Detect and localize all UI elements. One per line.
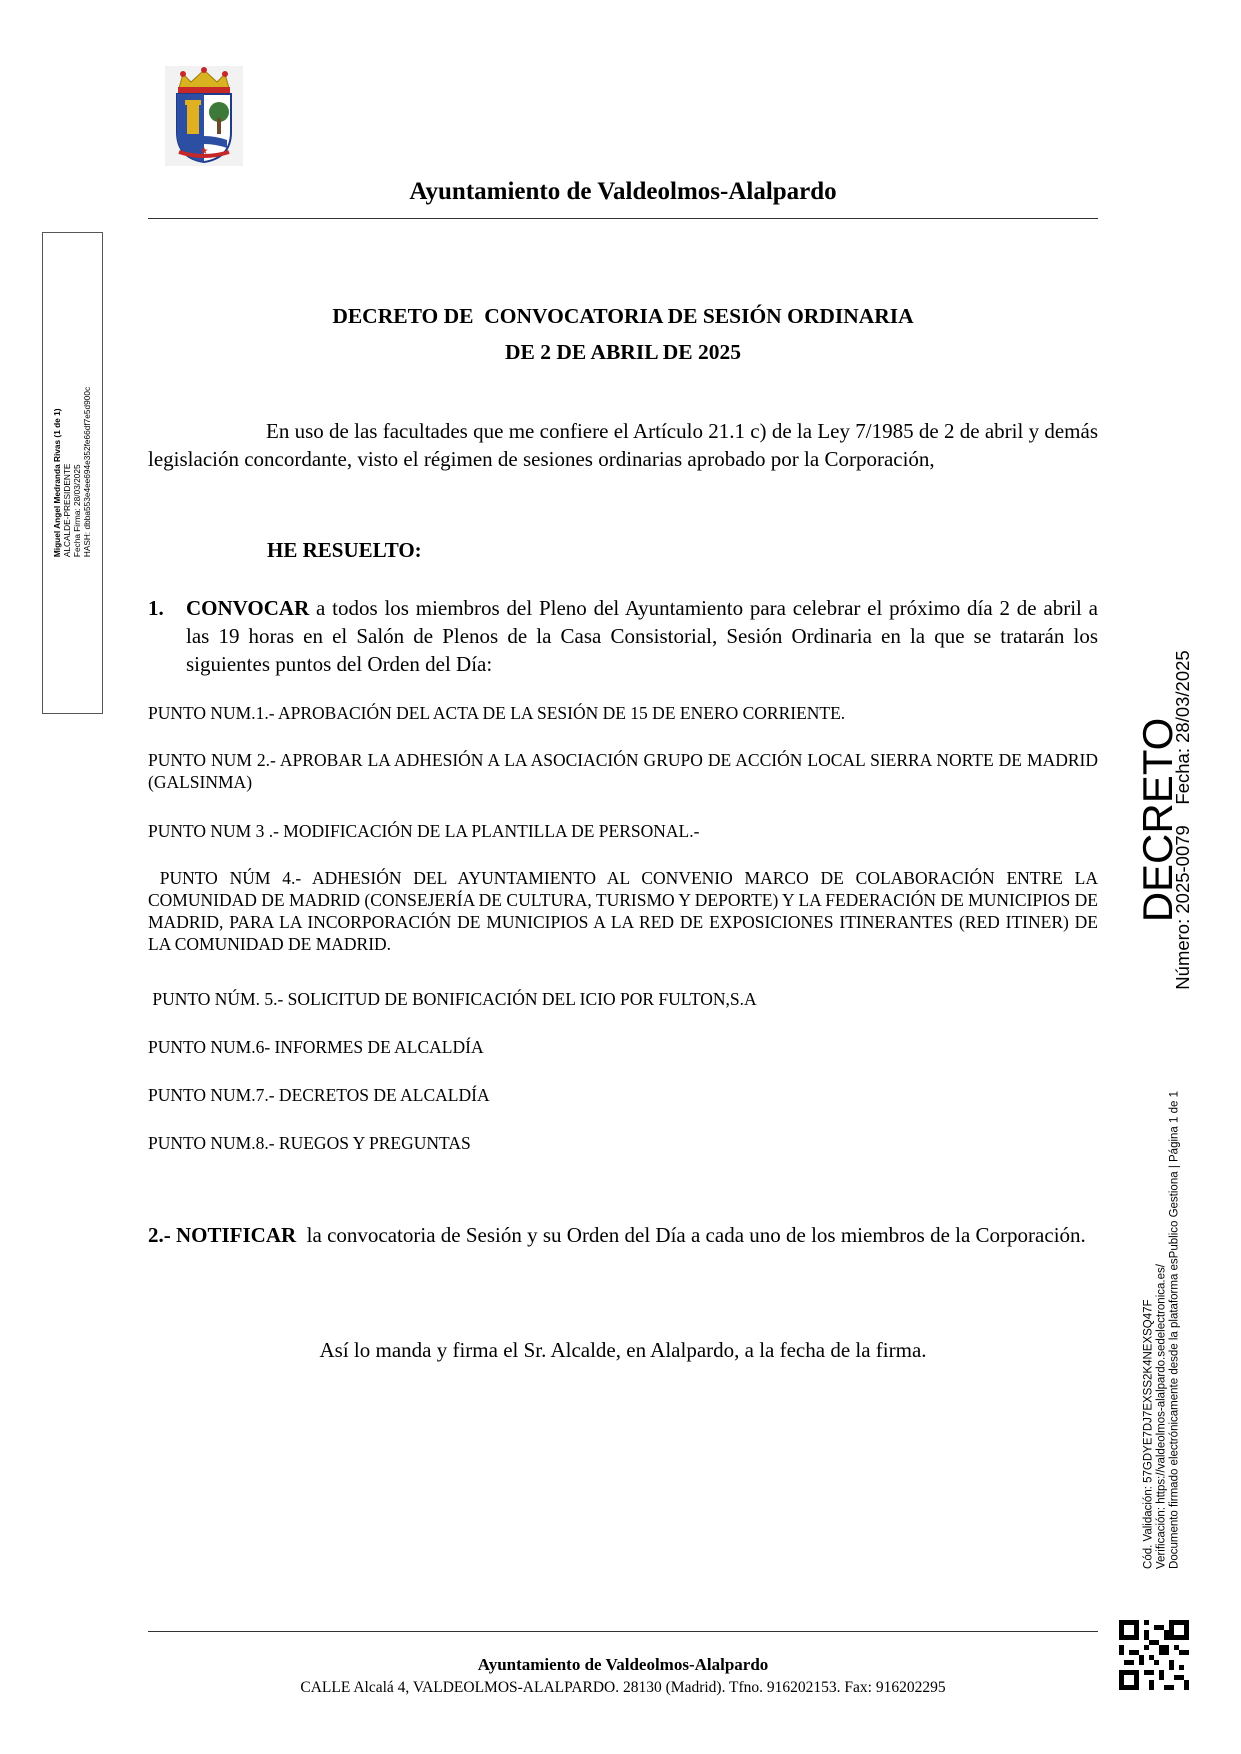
- signer-role: ALCALDE-PRESIDENTE: [62, 463, 72, 558]
- footer-title: Ayuntamiento de Valdeolmos-Alalpardo: [477, 1655, 769, 1674]
- organization-title: Ayuntamiento de Valdeolmos-Alalpardo: [409, 178, 837, 205]
- stamp-number: Número: 2025-0079: [1172, 825, 1193, 990]
- item-1: [148, 594, 1098, 678]
- item-2-action: 2.- NOTIFICAR: [148, 1223, 297, 1247]
- signature-date: Fecha Firma: 28/03/2025: [72, 464, 82, 558]
- resolved-heading: HE RESUELTO:: [267, 538, 422, 562]
- closing-statement: Así lo manda y firma el Sr. Alcalde, en Alalpardo, a la fecha de la firma.: [319, 1338, 927, 1362]
- punto-5: PUNTO NÚM. 5.- SOLICITUD DE BONIFICACIÓN DEL ICIO POR FULTON,S.A: [148, 989, 757, 1009]
- footer-divider: [148, 1631, 1098, 1632]
- intro-text: En uso de las facultades que me confiere el Artículo 21.1 c) de la Ley 7/1985 de 2 de abril y demás legislación concordante, visto el régimen de sesiones ordinarias aprobado por la Corporación,: [148, 419, 1098, 471]
- intro-paragraph: [148, 417, 1098, 473]
- svg-text:★: ★: [199, 146, 209, 157]
- item-1-text: a todos los miembros del Pleno del Ayuntamiento para celebrar el próximo día 2 de abril a las 19 horas en el Salón de Plenos de la Casa Consistorial, Sesión Ordinaria en la que se tratarán los siguientes puntos del Orden del Día:: [186, 596, 1098, 676]
- punto-8: PUNTO NUM.8.- RUEGOS Y PREGUNTAS: [148, 1133, 471, 1153]
- validation-code: Cód. Validación: 57GDYE7DJ7EXSS2K4NEXSQ47F: [1142, 1299, 1155, 1569]
- decree-title: [148, 298, 1098, 370]
- punto-1: PUNTO NUM.1.- APROBACIÓN DEL ACTA DE LA SESIÓN DE 15 DE ENERO CORRIENTE.: [148, 703, 846, 723]
- signature-hash: HASH: dbba553e4ee694e352fe66df7e5d900c: [82, 386, 92, 558]
- decree-title-line1: DECRETO DE CONVOCATORIA DE SESIÓN ORDINARIA: [332, 304, 914, 328]
- item-1-number: 1.: [148, 596, 164, 620]
- footer-address: CALLE Alcalá 4, VALDEOLMOS-ALALPARDO. 28130 (Madrid). Tfno. 916202153. Fax: 916202295: [300, 1679, 946, 1696]
- decree-title-line2: DE 2 DE ABRIL DE 2025: [505, 340, 741, 364]
- stamp-type: DECRETO: [1134, 717, 1181, 923]
- signer-name: Miguel Angel Medranda Rivas (1 de 1): [52, 408, 62, 558]
- verification-url: Verificación: https://valdeolmos-alalpardo.sedelectronica.es/: [1155, 1264, 1168, 1569]
- punto-4: PUNTO NÚM 4.- ADHESIÓN DEL AYUNTAMIENTO AL CONVENIO MARCO DE COLABORACIÓN ENTRE LA COMUNIDAD DE MADRID (CONSEJERÍA DE CULTURA, TURISMO Y DEPORTE) Y LA FEDERACIÓN DE MUNICIPIOS DE MADRID, PARA LA INCORPORACIÓN DE MUNICIPIOS A LA RED DE EXPOSICIONES ITINERANTES (RED ITINER) DE LA COMUNIDAD DE MADRID.: [148, 868, 1103, 954]
- item-2: [148, 1221, 1098, 1249]
- coat-of-arms-icon: [165, 66, 243, 166]
- stamp-date: Fecha: 28/03/2025: [1172, 650, 1193, 805]
- header-divider: [148, 218, 1098, 219]
- item-2-text: la convocatoria de Sesión y su Orden del Día a cada uno de los miembros de la Corporación.: [296, 1223, 1086, 1247]
- punto-6: PUNTO NUM.6- INFORMES DE ALCALDÍA: [148, 1037, 484, 1057]
- platform-note: Documento firmado electrónicamente desde la plataforma esPublico Gestiona | Página 1 de 1: [1168, 1091, 1181, 1569]
- punto-3: PUNTO NUM 3 .- MODIFICACIÓN DE LA PLANTILLA DE PERSONAL.-: [148, 821, 700, 841]
- qr-code-icon: [1119, 1620, 1189, 1690]
- punto-7: PUNTO NUM.7.- DECRETOS DE ALCALDÍA: [148, 1085, 490, 1105]
- punto-2: PUNTO NUM 2.- APROBAR LA ADHESIÓN A LA ASOCIACIÓN GRUPO DE ACCIÓN LOCAL SIERRA NORTE DE MADRID (GALSINMA): [148, 750, 1098, 792]
- item-1-action: CONVOCAR: [186, 596, 310, 620]
